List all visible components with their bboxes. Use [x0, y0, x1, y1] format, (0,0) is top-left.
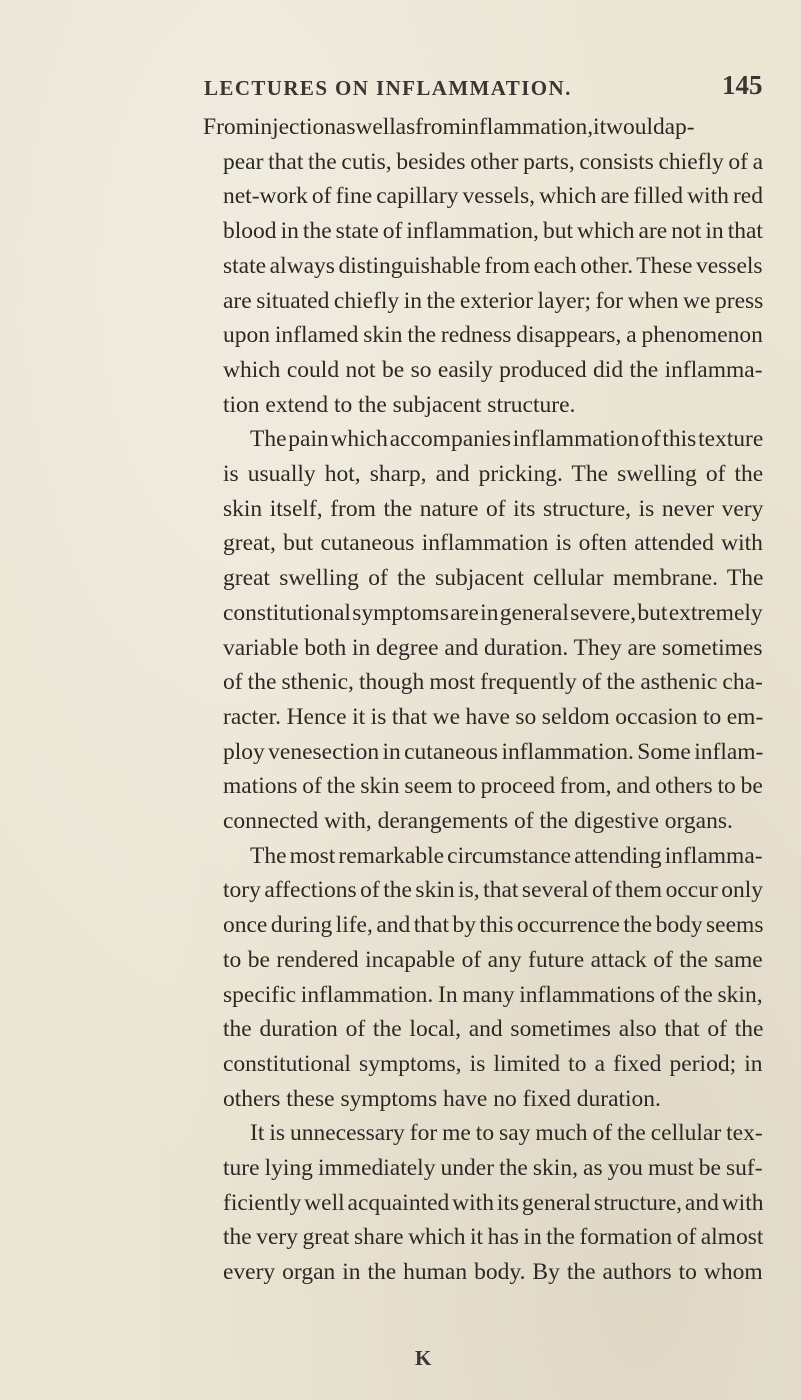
text-line: which could not be so easily produced did the inflamma-: [223, 356, 763, 383]
text-line: to be rendered incapable of any future attack of the same: [223, 946, 763, 973]
text-line: The most remarkable circumstance attending inflamma-: [250, 842, 763, 869]
text-line: net-work of fine capillary vessels, which are filled with red: [223, 183, 763, 210]
text-line: specific inflammation. In many inflammations of the skin,: [223, 981, 763, 1008]
text-line: the duration of the local, and sometimes also that of the: [223, 1016, 764, 1043]
running-head: LECTURES ON INFLAMMATION.: [204, 76, 572, 100]
text-line: every organ in the human body. By the authors to whom: [223, 1259, 763, 1286]
page-header: [0, 62, 801, 102]
signature-mark: K: [415, 1346, 432, 1370]
text-line: of the sthenic, though most frequently of the asthenic cha-: [223, 669, 763, 696]
text-line: blood in the state of inflammation, but which are not in that: [223, 218, 763, 245]
text-line: the very great share which it has in the formation of almost: [223, 1224, 764, 1251]
text-line: tion extend to the subjacent structure.: [223, 391, 576, 418]
text-line: skin itself, from the nature of its structure, is never very: [223, 495, 764, 522]
text-line: constitutional symptoms are in general severe, but extremely: [223, 599, 763, 626]
text-line: once during life, and that by this occurrence the body seems: [223, 912, 764, 939]
text-line: The pain which accompanies inflammation of this texture: [250, 426, 764, 453]
text-line: is usually hot, sharp, and pricking. The swelling of the: [223, 461, 764, 487]
text-line: ficiently well acquainted with its general structure, and with: [223, 1189, 764, 1216]
text-line: racter. Hence it is that we have so seldom occasion to em-: [223, 703, 764, 730]
text-line: others these symptoms have no fixed duration.: [223, 1085, 661, 1112]
text-line: are situated chiefly in the exterior layer; for when we press: [223, 287, 764, 314]
text-line: constitutional symptoms, is limited to a fixed period; in: [223, 1050, 763, 1077]
text-line: ploy venesection in cutaneous inflammation. Some inflam-: [223, 738, 764, 765]
text-line: connected with, derangements of the digestive organs.: [223, 808, 733, 834]
text-line: mations of the skin seem to proceed from, and others to be: [223, 773, 763, 800]
text-line: pear that the cutis, besides other parts, consists chiefly of a: [223, 148, 764, 175]
text-line: upon inflamed skin the redness disappears, a phenomenon: [223, 322, 763, 349]
text-line: ture lying immediately under the skin, as you must be suf-: [223, 1155, 763, 1181]
text-line: great, but cutaneous inflammation is often attended with: [223, 530, 763, 557]
text-line: great swelling of the subjacent cellular membrane. The: [223, 565, 764, 592]
text-line: variable both in degree and duration. They are sometimes: [223, 634, 763, 661]
page-number: 145: [722, 70, 763, 100]
text-line: tory affections of the skin is, that several of them occur only: [223, 877, 764, 904]
text-line: state always distinguishable from each other. These vessels: [223, 252, 763, 279]
text-line: From injection as well as from inflammation, it would ap-: [203, 114, 695, 140]
text-line: It is unnecessary for me to say much of the cellular tex-: [250, 1120, 763, 1147]
